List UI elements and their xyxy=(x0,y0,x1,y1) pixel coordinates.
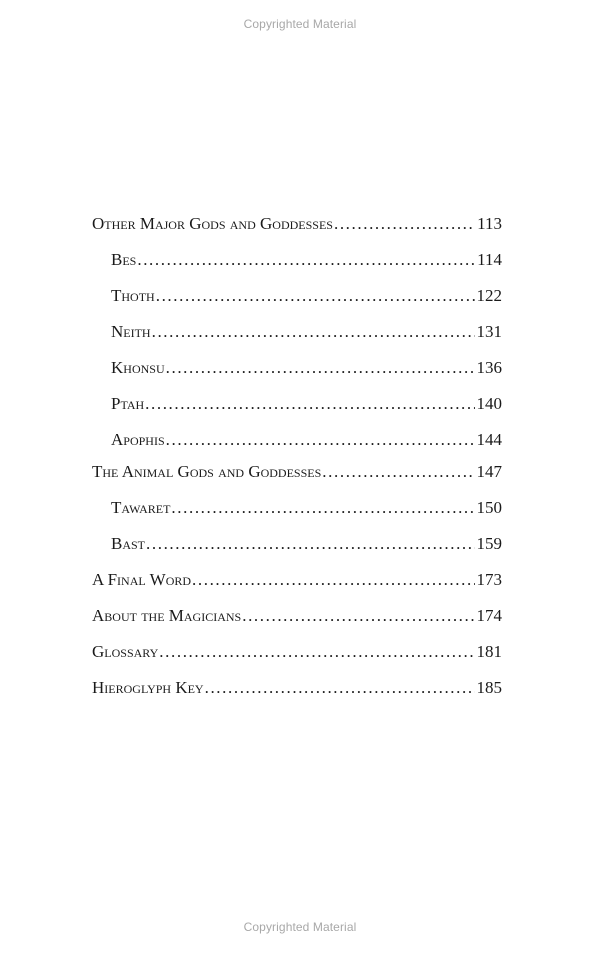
copyright-watermark-bottom: Copyrighted Material xyxy=(243,920,357,934)
toc-entry-page: 122 xyxy=(476,286,502,305)
copyright-watermark-top: Copyrighted Material xyxy=(243,17,357,31)
toc-entry-bast[interactable] xyxy=(92,532,502,568)
dot-leader xyxy=(166,356,475,380)
toc-entry-neith[interactable] xyxy=(92,320,502,356)
toc-entry-hieroglyph-key[interactable] xyxy=(92,676,502,712)
toc-entry-glossary[interactable] xyxy=(92,640,502,676)
toc-entry-animal-gods[interactable] xyxy=(92,460,502,496)
toc-entry-ptah[interactable] xyxy=(92,392,502,428)
toc-entry-tawaret[interactable] xyxy=(92,496,502,532)
toc-entry-title: About the Magicians xyxy=(92,606,242,625)
toc-entry-page: 113 xyxy=(477,214,502,233)
toc-entry-title: Thoth xyxy=(111,286,155,305)
dot-leader xyxy=(146,532,474,556)
toc-entry-page: 131 xyxy=(476,322,502,341)
toc-entry-title: Khonsu xyxy=(111,358,165,377)
dot-leader xyxy=(145,392,474,416)
dot-leader xyxy=(137,248,475,272)
dot-leader xyxy=(171,496,474,520)
dot-leader xyxy=(159,640,474,664)
dot-leader xyxy=(152,320,475,344)
toc-entry-title: Apophis xyxy=(111,430,165,449)
toc-entry-bes[interactable] xyxy=(92,248,502,284)
toc-entry-page: 114 xyxy=(477,250,502,269)
toc-entry-page: 174 xyxy=(476,606,502,625)
toc-entry-thoth[interactable] xyxy=(92,284,502,320)
table-of-contents xyxy=(92,212,502,712)
dot-leader xyxy=(242,604,474,628)
toc-entry-page: 159 xyxy=(476,534,502,553)
toc-entry-title: Glossary xyxy=(92,642,159,661)
toc-entry-page: 173 xyxy=(476,570,502,589)
dot-leader xyxy=(156,284,475,308)
toc-entry-page: 150 xyxy=(476,498,502,517)
toc-entry-a-final-word[interactable] xyxy=(92,568,502,604)
toc-entry-page: 144 xyxy=(476,430,502,449)
dot-leader xyxy=(192,568,474,592)
toc-entry-title: Neith xyxy=(111,322,151,341)
toc-entry-about-the-magicians[interactable] xyxy=(92,604,502,640)
toc-entry-title: Ptah xyxy=(111,394,145,413)
toc-entry-other-major-gods[interactable] xyxy=(92,212,502,248)
toc-entry-khonsu[interactable] xyxy=(92,356,502,392)
dot-leader xyxy=(205,676,475,700)
toc-entry-page: 181 xyxy=(476,642,502,661)
toc-entry-title: Other Major Gods and Goddesses xyxy=(92,214,333,233)
toc-entry-page: 185 xyxy=(476,678,502,697)
toc-entry-title: Bast xyxy=(111,534,146,553)
toc-entry-page: 140 xyxy=(476,394,502,413)
dot-leader xyxy=(322,460,474,484)
dot-leader xyxy=(334,212,475,236)
dot-leader xyxy=(166,428,475,452)
toc-entry-title: The Animal Gods and Goddesses xyxy=(92,462,322,481)
toc-entry-page: 136 xyxy=(476,358,502,377)
toc-entry-page: 147 xyxy=(476,462,502,481)
toc-entry-title: Bes xyxy=(111,250,137,269)
toc-entry-title: A Final Word xyxy=(92,570,192,589)
toc-entry-title: Tawaret xyxy=(111,498,171,517)
toc-entry-apophis[interactable] xyxy=(92,428,502,460)
toc-entry-title: Hieroglyph Key xyxy=(92,678,204,697)
